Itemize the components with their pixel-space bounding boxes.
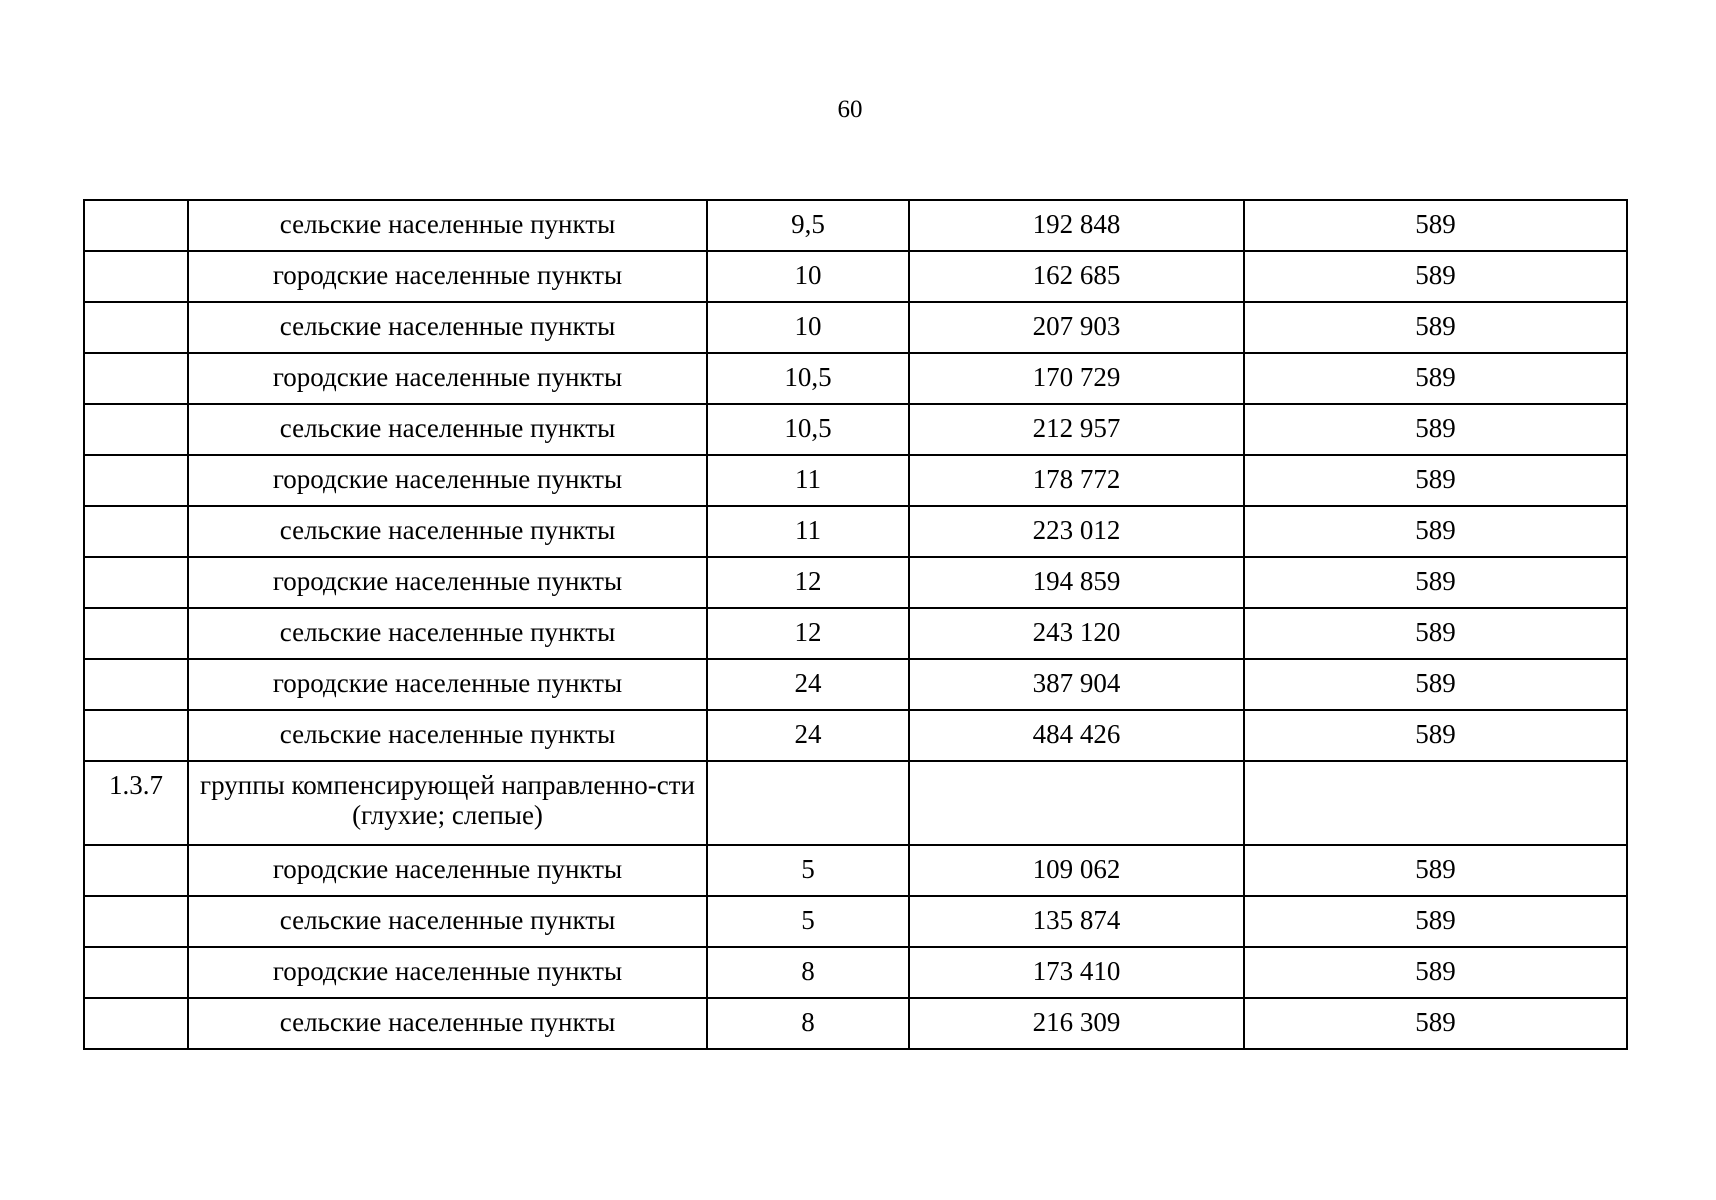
- row-cost-cell: 484 426: [909, 710, 1244, 761]
- row-code-cell: [84, 896, 188, 947]
- row-days-cell: 589: [1244, 998, 1627, 1049]
- row-days-cell: 589: [1244, 455, 1627, 506]
- row-days-cell: 589: [1244, 506, 1627, 557]
- row-hours-cell: 12: [707, 557, 909, 608]
- tariff-table: [83, 199, 1628, 1050]
- table-row: [84, 455, 1627, 506]
- row-hours-cell: 10,5: [707, 353, 909, 404]
- row-name-cell: городские населенные пункты: [188, 557, 707, 608]
- row-hours-cell: 24: [707, 659, 909, 710]
- row-cost-cell: 207 903: [909, 302, 1244, 353]
- table-row: [84, 710, 1627, 761]
- table-row: [84, 998, 1627, 1049]
- row-name-cell: городские населенные пункты: [188, 251, 707, 302]
- row-hours-cell: 10,5: [707, 404, 909, 455]
- row-code-cell: [84, 506, 188, 557]
- row-days-cell: 589: [1244, 710, 1627, 761]
- page-number: 60: [837, 96, 863, 123]
- row-code-cell: [84, 302, 188, 353]
- row-cost-cell: 387 904: [909, 659, 1244, 710]
- row-hours-cell: 9,5: [707, 200, 909, 251]
- row-name-cell: городские населенные пункты: [188, 353, 707, 404]
- row-code-cell: [84, 353, 188, 404]
- table-row-section: [84, 761, 1627, 845]
- row-days-cell: 589: [1244, 659, 1627, 710]
- row-name-cell: группы компенсирующей направленно-сти (глухие; слепые): [188, 761, 707, 845]
- row-cost-cell: 212 957: [909, 404, 1244, 455]
- row-code-cell: [84, 947, 188, 998]
- row-name-cell: городские населенные пункты: [188, 845, 707, 896]
- table-row: [84, 404, 1627, 455]
- table-row: [84, 557, 1627, 608]
- table-row: [84, 608, 1627, 659]
- row-days-cell: 589: [1244, 404, 1627, 455]
- row-cost-cell: 162 685: [909, 251, 1244, 302]
- table-row: [84, 896, 1627, 947]
- row-hours-cell: 24: [707, 710, 909, 761]
- row-name-cell: городские населенные пункты: [188, 455, 707, 506]
- table-row: [84, 947, 1627, 998]
- row-name-cell: городские населенные пункты: [188, 947, 707, 998]
- row-cost-cell: 173 410: [909, 947, 1244, 998]
- row-hours-cell: 8: [707, 998, 909, 1049]
- row-days-cell: 589: [1244, 896, 1627, 947]
- row-days-cell: 589: [1244, 251, 1627, 302]
- row-cost-cell: [909, 761, 1244, 845]
- row-code-cell: [84, 659, 188, 710]
- row-cost-cell: 194 859: [909, 557, 1244, 608]
- row-hours-cell: 8: [707, 947, 909, 998]
- row-cost-cell: 243 120: [909, 608, 1244, 659]
- row-days-cell: 589: [1244, 845, 1627, 896]
- table-row: [84, 506, 1627, 557]
- row-hours-cell: 5: [707, 896, 909, 947]
- row-code-cell: [84, 455, 188, 506]
- row-code-cell: [84, 251, 188, 302]
- row-code-cell: [84, 404, 188, 455]
- row-name-cell: сельские населенные пункты: [188, 608, 707, 659]
- row-name-cell: сельские населенные пункты: [188, 404, 707, 455]
- row-name-cell: сельские населенные пункты: [188, 302, 707, 353]
- row-days-cell: 589: [1244, 947, 1627, 998]
- row-days-cell: 589: [1244, 200, 1627, 251]
- row-code-cell: 1.3.7: [84, 761, 188, 845]
- row-code-cell: [84, 845, 188, 896]
- table-row: [84, 200, 1627, 251]
- row-cost-cell: 109 062: [909, 845, 1244, 896]
- row-hours-cell: 11: [707, 506, 909, 557]
- row-hours-cell: 10: [707, 302, 909, 353]
- row-hours-cell: 5: [707, 845, 909, 896]
- row-cost-cell: 135 874: [909, 896, 1244, 947]
- row-hours-cell: 11: [707, 455, 909, 506]
- row-code-cell: [84, 557, 188, 608]
- table-row: [84, 845, 1627, 896]
- row-name-cell: сельские населенные пункты: [188, 710, 707, 761]
- row-hours-cell: [707, 761, 909, 845]
- row-code-cell: [84, 608, 188, 659]
- row-cost-cell: 223 012: [909, 506, 1244, 557]
- row-name-cell: городские населенные пункты: [188, 659, 707, 710]
- table-body: [84, 200, 1627, 1049]
- row-name-cell: сельские населенные пункты: [188, 200, 707, 251]
- row-days-cell: [1244, 761, 1627, 845]
- table-row: [84, 659, 1627, 710]
- row-hours-cell: 10: [707, 251, 909, 302]
- row-code-cell: [84, 200, 188, 251]
- row-cost-cell: 178 772: [909, 455, 1244, 506]
- table-row: [84, 302, 1627, 353]
- row-days-cell: 589: [1244, 557, 1627, 608]
- row-days-cell: 589: [1244, 608, 1627, 659]
- row-name-cell: сельские населенные пункты: [188, 896, 707, 947]
- row-cost-cell: 170 729: [909, 353, 1244, 404]
- row-days-cell: 589: [1244, 353, 1627, 404]
- row-code-cell: [84, 710, 188, 761]
- row-hours-cell: 12: [707, 608, 909, 659]
- row-name-cell: сельские населенные пункты: [188, 506, 707, 557]
- row-name-cell: сельские населенные пункты: [188, 998, 707, 1049]
- row-cost-cell: 216 309: [909, 998, 1244, 1049]
- table-row: [84, 251, 1627, 302]
- row-code-cell: [84, 998, 188, 1049]
- row-days-cell: 589: [1244, 302, 1627, 353]
- table-row: [84, 353, 1627, 404]
- row-cost-cell: 192 848: [909, 200, 1244, 251]
